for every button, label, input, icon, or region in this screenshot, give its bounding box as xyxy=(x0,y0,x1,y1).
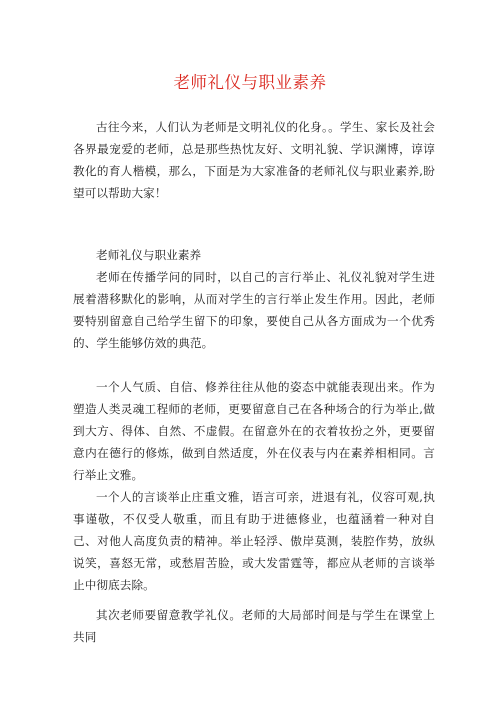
body-paragraph-1: 老师在传播学问的同时，以自己的言行举止、礼仪礼貌对学生进展着潜移默化的影响，从而对学生的言行举止发生作用。因此，老师要特别留意自己给学生留下的印象，要使自己从各方面成为一个优秀的、学生能够仿效的典范。 xyxy=(73,270,435,350)
body-paragraph-3: 一个人的言谈举止庄重文雅，语言可亲，进退有礼，仪容可观,执事谨敬，不仅受人敬重，而且有助于进德修业，也蕴涵着一种对自己、对他人高度负责的精神。举止轻浮、傲岸莫测，装腔作势，放纵说笑，喜怒无常，或愁眉苦脸，或大发雷霆等，都应从老师的言谈举止中彻底去除。 xyxy=(73,490,435,592)
body-paragraph-2: 一个人气质、自信、修养往往从他的姿态中就能表现出来。作为塑造人类灵魂工程师的老师，更要留意自己在各种场合的行为举止,做到大方、得体、自然、不虚假。在留意外在的衣着妆扮之外，更要留意内在德行的修炼，做到自然适度，外在仪表与内在素养相相同。言行举止文雅。 xyxy=(73,380,435,482)
body-paragraph-4: 其次老师要留意教学礼仪。老师的大局部时间是与学生在课堂上共同 xyxy=(73,608,435,644)
document-title: 老师礼仪与职业素养 xyxy=(173,73,327,92)
intro-paragraph: 古往今来，人们认为老师是文明礼仪的化身。。学生、家长及社会各界最宠爱的老师，总是那些热忱友好、文明礼貌、学识渊博，谆谆教化的育人楷模，那么，下面是为大家准备的老师礼仪与职业素养,盼望可以帮助大家！ xyxy=(73,120,435,200)
section-subheading: 老师礼仪与职业素养 xyxy=(96,248,202,262)
